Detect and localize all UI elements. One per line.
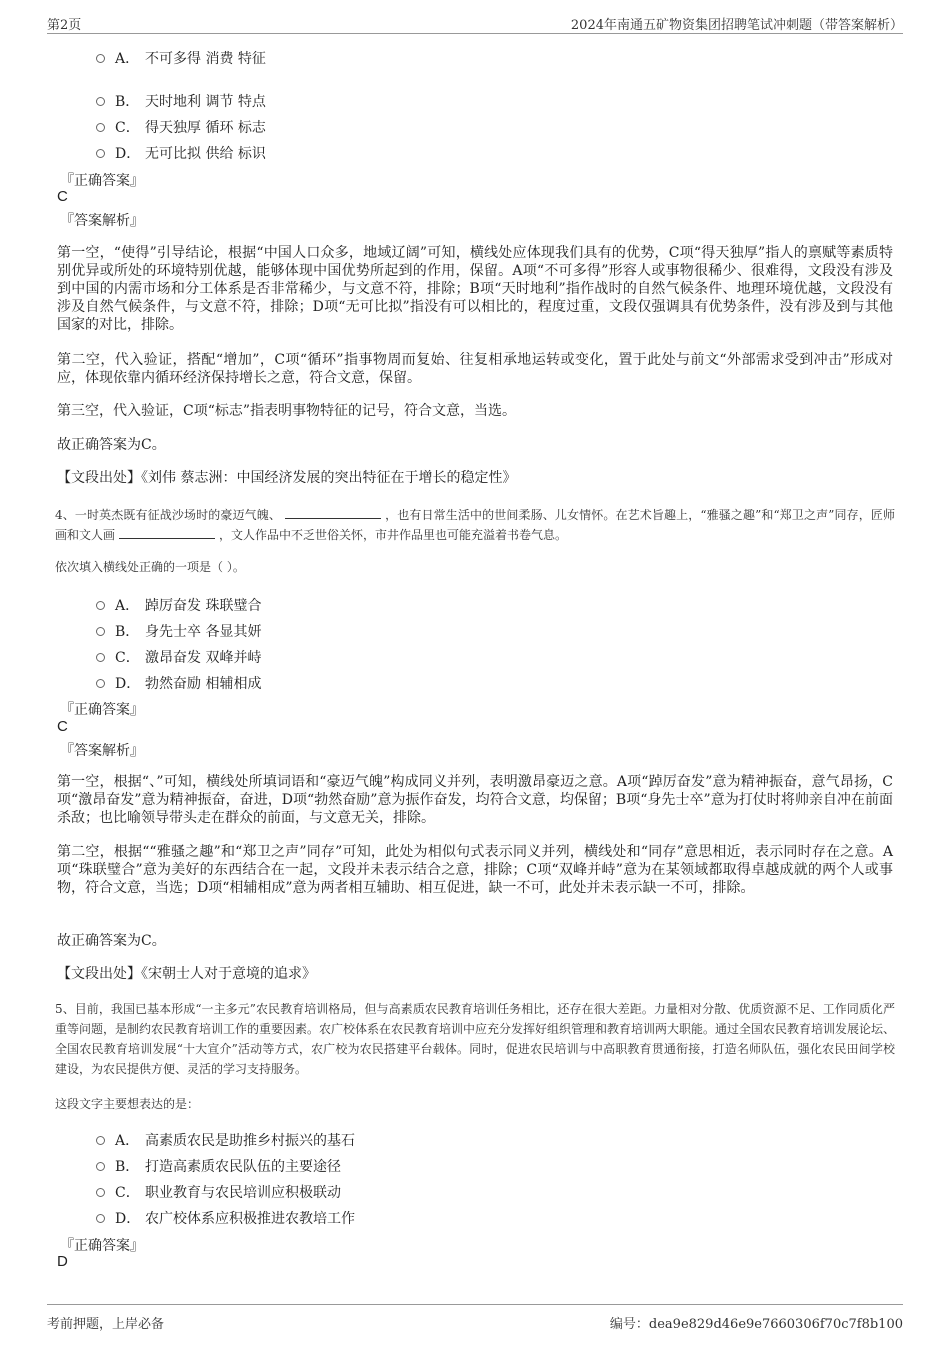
q3-option-b[interactable]: B． 天时地利 调节 特点 xyxy=(96,91,266,111)
document-code: 编号：dea9e829d46e9e7660306f70c7f8b100 xyxy=(609,1317,903,1332)
q5-option-d[interactable]: D． 农广校体系应积极推进农教培工作 xyxy=(96,1208,355,1228)
q5-option-a[interactable]: A． 高素质农民是助推乡村振兴的基石 xyxy=(96,1130,355,1150)
q4-option-a[interactable]: A． 踔厉奋发 珠联璧合 xyxy=(96,595,261,615)
q4-analysis-para-1: 第一空，根据“、”可知，横线处所填词语和“豪迈气魄”构成同义并列，表明激昂豪迈之意。A项“踔厉奋发”意为精神振奋，意气昂扬，C项“激昂奋发”意为精神振奋，奋进，D项“勃然奋励”意为振作奋发，均符合文意，均保留；B项“身先士卒”意为打仗时将帅亲自冲在前面杀敌；也比喻领导带头走在群众的前面，与文意无关，排除。 xyxy=(57,774,893,826)
radio-icon[interactable] xyxy=(96,627,105,636)
radio-icon[interactable] xyxy=(96,1136,105,1145)
document-title: 2024年南通五矿物资集团招聘笔试冲刺题（带答案解析） xyxy=(570,18,903,33)
radio-icon[interactable] xyxy=(96,653,105,662)
radio-icon[interactable] xyxy=(96,149,105,158)
radio-icon[interactable] xyxy=(96,1162,105,1171)
q3-analysis-para-2: 第二空，代入验证，搭配“增加”，C项“循环”指事物周而复始、往复相承地运转或变化，置于此处与前文“外部需求受到冲击”形成对应，体现依靠内循环经济保持增长之意，符合文意，保留。 xyxy=(57,352,893,386)
radio-icon[interactable] xyxy=(96,679,105,688)
fill-blank xyxy=(285,506,381,519)
q3-analysis-para-3: 第三空，代入验证，C项“标志”指表明事物特征的记号，符合文意，当选。 xyxy=(57,403,517,419)
q3-analysis-label: 『答案解析』 xyxy=(60,213,144,229)
q4-option-c[interactable]: C． 激昂奋发 双峰并峙 xyxy=(96,647,261,667)
q5-question-text: 5、目前，我国已基本形成“一主多元”农民教育培训格局，但与高素质农民教育培训任务相比，还存在很大差距。力量相对分散、优质资源不足、工作同质化严重等问题，是制约农民教育培训工作的重要因素。农广校体系在农民教育培训中应充分发挥好组织管理和教育培训两大职能。通过全国农民教育培训发展论坛、全国农民教育培训发展“十大宣介”活动等方式，农广校为农民搭建平台载体。同时，促进农民培训与中高职教育贯通衔接，打造名师队伍，强化农民田间学校建设，为农民提供方便、灵活的学习支持服务。 xyxy=(55,1002,896,1076)
radio-icon[interactable] xyxy=(96,601,105,610)
q4-option-b[interactable]: B． 身先士卒 各显其妍 xyxy=(96,621,261,641)
radio-icon[interactable] xyxy=(96,123,105,132)
q3-conclusion: 故正确答案为C。 xyxy=(57,437,166,453)
q4-question-text: 4、一时英杰既有征战沙场时的豪迈气魄、 ，也有日常生活中的世间柔肠、儿女情怀。在艺术旨趣上，“雅骚之趣”和“郑卫之声”同存，匠师画和文人画 ，文人作品中不乏世俗关怀，市井作品里也可能充溢着书卷气息。 xyxy=(55,508,895,542)
q3-option-c[interactable]: C． 得天独厚 循环 标志 xyxy=(96,117,266,137)
q4-prompt: 依次填入横线处正确的一项是（ ）。 xyxy=(55,560,245,574)
q5-answer: D xyxy=(57,1253,68,1270)
q5-option-b[interactable]: B． 打造高素质农民队伍的主要途径 xyxy=(96,1156,341,1176)
q4-answer: C xyxy=(57,718,68,735)
header-divider xyxy=(47,33,903,34)
q3-analysis-para-1: 第一空，“使得”引导结论，根据“中国人口众多，地域辽阔”可知，横线处应体现我们具有的优势，C项“得天独厚”指人的禀赋等素质特别优异或所处的环境特别优越，能够体现中国优势所起到的作用，保留。A项“不可多得”形容人或事物很稀少、很难得，文段没有涉及到中国的内需市场和分工体系是否非常稀少，与文意不符，排除；B项“天时地利”指作战时的自然气候条件、地理环境优越，文段没有涉及自然气候条件，与文意不符，排除；D项“无可比拟”指没有可以相比的，程度过重，文段仅强调具有优势条件，没有涉及到与其他国家的对比，排除。 xyxy=(57,245,893,333)
q3-answer-label: 『正确答案』 xyxy=(60,173,144,189)
q3-answer: C xyxy=(57,188,68,205)
q4-answer-label: 『正确答案』 xyxy=(60,702,144,718)
q4-source: 【文段出处】《宋朝士人对于意境的追求》 xyxy=(57,966,316,982)
q5-answer-label: 『正确答案』 xyxy=(60,1238,144,1254)
footer-divider xyxy=(47,1304,903,1305)
q5-prompt: 这段文字主要想表达的是： xyxy=(55,1097,200,1111)
q3-option-d[interactable]: D． 无可比拟 供给 标识 xyxy=(96,143,266,163)
q5-option-c[interactable]: C． 职业教育与农民培训应积极联动 xyxy=(96,1182,341,1202)
radio-icon[interactable] xyxy=(96,1188,105,1197)
q4-option-d[interactable]: D． 勃然奋励 相辅相成 xyxy=(96,673,261,693)
q4-analysis-para-2: 第二空，根据““雅骚之趣”和“郑卫之声”同存”可知，此处为相似句式表示同义并列，横线处和“同存”意思相近，表示同时存在之意。A项“珠联璧合”意为美好的东西结合在一起，文段并未表示结合之意，排除；C项“双峰并峙”意为在某领域都取得卓越成就的两个人或事物，符合文意，当选；D项“相辅相成”意为两者相互辅助、相互促进，缺一不可，此处并未表示缺一不可，排除。 xyxy=(57,844,893,896)
q4-analysis-label: 『答案解析』 xyxy=(60,743,144,759)
radio-icon[interactable] xyxy=(96,97,105,106)
radio-icon[interactable] xyxy=(96,54,105,63)
footer-slogan: 考前押题，上岸必备 xyxy=(47,1317,165,1332)
q4-conclusion: 故正确答案为C。 xyxy=(57,933,166,949)
page-number: 第2页 xyxy=(47,18,82,33)
radio-icon[interactable] xyxy=(96,1214,105,1223)
fill-blank xyxy=(119,526,215,539)
q3-option-a[interactable]: A． 不可多得 消费 特征 xyxy=(96,48,266,68)
q3-source: 【文段出处】《刘伟 蔡志洲：中国经济发展的突出特征在于增长的稳定性》 xyxy=(57,470,517,486)
